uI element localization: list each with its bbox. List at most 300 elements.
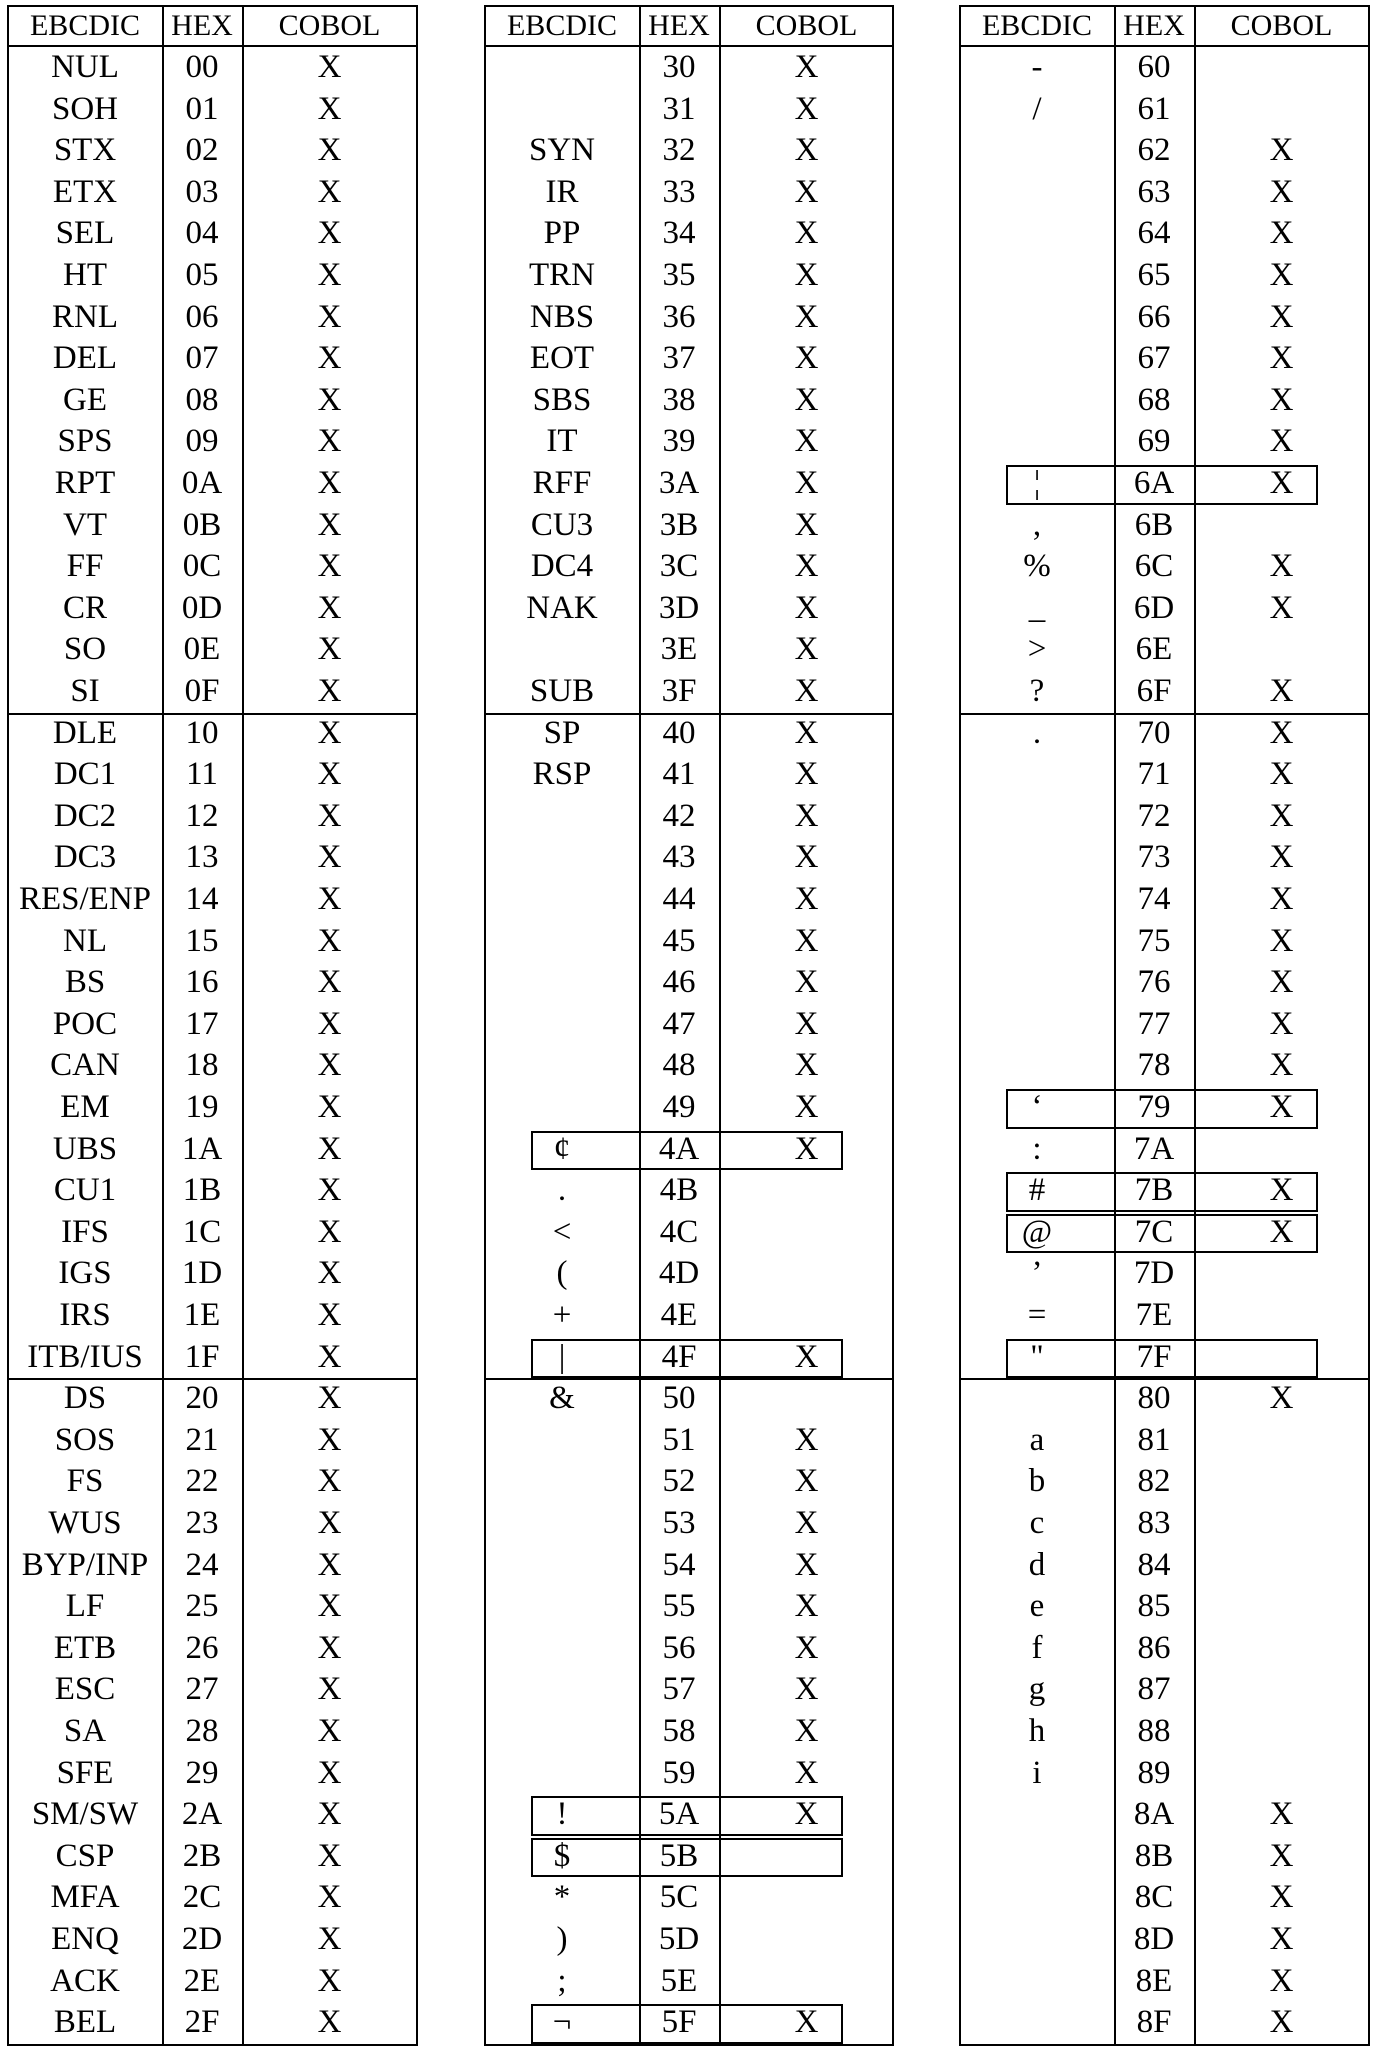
cobol-cell [1195, 1545, 1368, 1587]
ebcdic-cell: | [558, 1338, 566, 1375]
ebcdic-cell [961, 1004, 1113, 1046]
cobol-cell: X [317, 1629, 342, 1666]
hex-cell: 41 [662, 756, 696, 793]
cobol-cell: X [1269, 922, 1294, 959]
table-row [486, 1004, 892, 1046]
table-row [486, 1545, 892, 1587]
ebcdic-cell: - [1031, 49, 1043, 85]
hex-cell: 6B [1134, 506, 1174, 543]
hex-cell: 7C [1134, 1213, 1174, 1250]
ebcdic-cell: EM [60, 1089, 110, 1125]
cobol-cell: X [317, 465, 342, 501]
table-row [961, 1669, 1368, 1711]
ebcdic-cell: ¬ [552, 2004, 572, 2041]
ebcdic-cell: * [553, 1879, 571, 1916]
cobol-header: COBOL [278, 9, 381, 42]
cobol-cell: X [1269, 340, 1294, 377]
table-row [961, 1919, 1368, 1961]
table-row [486, 421, 892, 463]
hex-cell: 53 [662, 1505, 696, 1541]
table-row [486, 89, 892, 131]
table-row [961, 1545, 1368, 1587]
table-row [486, 1919, 892, 1961]
table-row [961, 629, 1368, 671]
cobol-cell: X [1269, 215, 1294, 252]
hex-header: HEX [648, 9, 710, 42]
ebcdic-cell: & [549, 1380, 575, 1417]
ebcdic-cell: ! [556, 1796, 568, 1833]
hex-cell: 47 [662, 1005, 696, 1042]
table-row [9, 546, 416, 588]
ebcdic-cell: ETB [53, 1629, 117, 1666]
hex-cell: 63 [1137, 173, 1171, 210]
cobol-cell: X [317, 1879, 342, 1916]
table-row [9, 629, 416, 671]
hex-cell: 72 [1137, 797, 1171, 834]
table-row [9, 1004, 416, 1046]
table-row [9, 2002, 416, 2044]
ebcdic-cell: ’ [1031, 1255, 1043, 1292]
hex-cell: 16 [185, 964, 219, 1001]
table-row [9, 421, 416, 463]
hex-cell: 1B [182, 1172, 222, 1209]
ebcdic-cell [961, 338, 1113, 380]
table-row [961, 546, 1368, 588]
table-row [961, 1170, 1368, 1212]
cobol-cell [720, 1378, 893, 1420]
hex-cell: 0C [182, 548, 222, 585]
cobol-cell: X [317, 1796, 342, 1833]
cobol-cell [1195, 1753, 1368, 1795]
cobol-cell: X [1269, 173, 1294, 210]
ebcdic-cell: CU1 [53, 1172, 117, 1209]
ebcdic-cell [961, 837, 1113, 879]
hex-cell: 4B [659, 1172, 699, 1209]
cobol-cell: X [794, 1754, 819, 1791]
ebcdic-cell [486, 1628, 638, 1670]
cobol-cell: X [794, 215, 819, 252]
cobol-cell [1195, 1711, 1368, 1753]
table-row [9, 1461, 416, 1503]
ebcdic-cell [961, 1961, 1113, 2003]
hex-cell: 64 [1137, 215, 1171, 252]
cobol-cell: X [317, 1172, 342, 1209]
ebcdic-cell: $ [553, 1837, 571, 1874]
ebcdic-cell [486, 1753, 638, 1795]
cobol-cell: X [317, 173, 342, 210]
hex-cell: 20 [185, 1380, 219, 1417]
ebcdic-cell: STX [53, 132, 117, 169]
ebcdic-cell: FS [66, 1463, 104, 1500]
cobol-cell: X [317, 1463, 342, 1500]
table-row [486, 1378, 892, 1420]
table-row [961, 89, 1368, 131]
ebcdic-cell: DC2 [53, 797, 117, 834]
ebcdic-cell [486, 921, 638, 963]
ebcdic-cell: ( [556, 1255, 568, 1292]
cobol-cell: X [317, 1089, 342, 1125]
table-row [961, 588, 1368, 630]
cobol-cell: X [1269, 548, 1294, 585]
hex-cell: 57 [662, 1671, 696, 1708]
table-row [486, 1212, 892, 1254]
table-row [9, 1919, 416, 1961]
cobol-cell: X [794, 1546, 819, 1583]
hex-cell: 40 [662, 714, 696, 751]
table-row [486, 1669, 892, 1711]
ebcdic-cell: IRS [59, 1297, 111, 1333]
hex-cell: 38 [662, 381, 696, 418]
hex-cell: 2E [183, 1962, 221, 1999]
ebcdic-cell [486, 1503, 638, 1545]
table-row [9, 172, 416, 214]
cobol-cell [720, 1212, 893, 1254]
hex-cell: 01 [185, 90, 219, 127]
table-row [486, 921, 892, 963]
ebcdic-cell [486, 1004, 638, 1046]
ebcdic-cell: DC3 [53, 839, 117, 876]
ebcdic-cell: SYN [528, 132, 596, 169]
hex-cell: 7D [1133, 1255, 1175, 1292]
cobol-cell: X [1269, 1921, 1294, 1957]
cobol-cell [1195, 629, 1368, 671]
ebcdic-cell: : [1032, 1130, 1042, 1167]
table-row [9, 47, 416, 89]
table-row [961, 1503, 1368, 1545]
hex-cell: 46 [662, 964, 696, 1001]
table-row [486, 1503, 892, 1545]
ebcdic-cell: ? [1029, 673, 1045, 709]
cobol-cell: X [1269, 465, 1294, 501]
table-row [486, 213, 892, 255]
cobol-cell [720, 1170, 893, 1212]
hex-cell: 74 [1137, 881, 1171, 917]
cobol-cell: X [794, 1713, 819, 1749]
cobol-cell: X [1269, 132, 1294, 169]
hex-cell: 33 [662, 173, 696, 210]
ebcdic-cell: RSP [532, 756, 592, 793]
hex-cell: 5B [659, 1837, 699, 1874]
table-row [486, 1836, 892, 1878]
ebcdic-cell [486, 962, 638, 1004]
hex-cell: 85 [1137, 1588, 1171, 1625]
table-row [9, 1378, 416, 1420]
table-row [486, 1586, 892, 1628]
cobol-cell: X [1269, 423, 1294, 460]
ebcdic-cell: FF [66, 548, 104, 585]
cobol-cell: X [317, 964, 342, 1001]
hex-cell: 78 [1137, 1047, 1171, 1084]
ebcdic-cell: " [1030, 1338, 1044, 1375]
hex-cell: 59 [662, 1754, 696, 1791]
hex-cell: 6A [1133, 465, 1175, 501]
ebcdic-cell [961, 754, 1113, 796]
cobol-cell: X [1269, 839, 1294, 876]
cobol-cell: X [317, 1671, 342, 1708]
cobol-cell: X [317, 1421, 342, 1458]
table-row [961, 1794, 1368, 1836]
ebcdic-cell [486, 837, 638, 879]
ebcdic-cell: NUL [51, 49, 119, 85]
cobol-cell: X [1269, 881, 1294, 917]
ebcdic-cell: SPS [57, 423, 113, 460]
table-row [961, 1253, 1368, 1295]
hex-cell: 1A [181, 1130, 223, 1167]
hex-cell: 44 [662, 881, 696, 917]
table-row [486, 546, 892, 588]
hex-cell: 4D [658, 1255, 700, 1292]
ebcdic-cell: BYP/INP [21, 1546, 149, 1583]
ebcdic-cell [486, 1045, 638, 1087]
ebcdic-cell: MFA [50, 1879, 120, 1916]
ebcdic-cell [961, 380, 1113, 422]
table-row [486, 463, 892, 505]
cobol-cell: X [794, 922, 819, 959]
cobol-cell: X [317, 1962, 342, 1999]
table-header [961, 7, 1368, 47]
hex-cell: 10 [185, 714, 219, 751]
table-row [486, 713, 892, 755]
ebcdic-cell: ENQ [51, 1921, 119, 1957]
cobol-cell: X [794, 2004, 819, 2041]
hex-cell: 86 [1137, 1629, 1171, 1666]
hex-cell: 0A [181, 465, 223, 501]
hex-cell: 50 [662, 1380, 696, 1417]
cobol-cell: X [317, 1588, 342, 1625]
table-row [961, 921, 1368, 963]
ebcdic-cell: + [552, 1297, 572, 1333]
ebcdic-cell [486, 1711, 638, 1753]
cobol-cell: X [794, 631, 819, 668]
table-row [486, 1420, 892, 1462]
ebcdic-cell: > [1027, 631, 1047, 668]
ebcdic-cell: < [552, 1213, 572, 1250]
cobol-cell [720, 1836, 893, 1878]
hex-cell: 56 [662, 1629, 696, 1666]
cobol-cell: X [1269, 1005, 1294, 1042]
hex-cell: 4E [660, 1297, 698, 1333]
ebcdic-cell: / [1032, 90, 1042, 127]
table-header [486, 7, 892, 47]
group-separator [961, 1378, 1368, 1380]
table-row [961, 505, 1368, 547]
table-row [961, 1961, 1368, 2003]
cobol-cell: X [317, 298, 342, 335]
ebcdic-cell [486, 796, 638, 838]
ebcdic-cell [961, 421, 1113, 463]
table-row [961, 754, 1368, 796]
cobol-cell: X [1269, 381, 1294, 418]
ebcdic-cell: c [1029, 1505, 1045, 1541]
table-row [9, 1794, 416, 1836]
hex-cell: 04 [185, 215, 219, 252]
cobol-cell: X [794, 1047, 819, 1084]
table-row [9, 1253, 416, 1295]
table-row [961, 297, 1368, 339]
ebcdic-cell: CR [62, 589, 108, 626]
cobol-cell [1195, 1503, 1368, 1545]
table-row [9, 879, 416, 921]
cobol-cell [1195, 1337, 1368, 1379]
ebcdic-cell: SM/SW [31, 1796, 139, 1833]
ebcdic-cell: @ [1021, 1213, 1053, 1250]
cobol-cell: X [794, 797, 819, 834]
hex-cell: 67 [1137, 340, 1171, 377]
hex-cell: 0E [183, 631, 221, 668]
ebcdic-cell: ‘ [1031, 1089, 1043, 1125]
cobol-cell [1195, 1628, 1368, 1670]
cobol-cell: X [794, 173, 819, 210]
hex-cell: 18 [185, 1047, 219, 1084]
ebcdic-cell: DLE [52, 714, 118, 751]
hex-cell: 35 [662, 257, 696, 293]
ebcdic-cell [961, 796, 1113, 838]
hex-cell: 23 [185, 1505, 219, 1541]
ebcdic-cell [961, 921, 1113, 963]
table-row [961, 2002, 1368, 2044]
table-row [486, 1461, 892, 1503]
cobol-cell: X [317, 922, 342, 959]
table-row [961, 213, 1368, 255]
ebcdic-cell: ITB/IUS [27, 1338, 143, 1375]
table-row [9, 1628, 416, 1670]
table-row [961, 1628, 1368, 1670]
table-row [961, 713, 1368, 755]
table-row [9, 1545, 416, 1587]
table-row [961, 47, 1368, 89]
ebcdic-cell: h [1028, 1713, 1046, 1749]
ebcdic-cell: . [557, 1172, 567, 1209]
ebcdic-cell: GE [63, 381, 107, 418]
ebcdic-cell [486, 1545, 638, 1587]
cobol-cell: X [317, 1546, 342, 1583]
table-row [9, 1087, 416, 1129]
hex-cell: 19 [185, 1089, 219, 1125]
table-row [961, 1836, 1368, 1878]
cobol-cell [1195, 1295, 1368, 1337]
hex-cell: 6F [1136, 673, 1172, 709]
ebcdic-cell [961, 213, 1113, 255]
cobol-cell: X [794, 964, 819, 1001]
table-row [9, 671, 416, 713]
table-row [9, 1503, 416, 1545]
cobol-cell: X [317, 1213, 342, 1250]
cobol-cell: X [1269, 1796, 1294, 1833]
ebcdic-cell: % [1023, 548, 1051, 585]
ebcdic-cell [961, 172, 1113, 214]
hex-cell: 88 [1137, 1713, 1171, 1749]
ebcdic-cell [486, 1087, 638, 1129]
cobol-cell: X [317, 1297, 342, 1333]
ebcdic-cell: RES/ENP [18, 881, 152, 917]
group-separator [961, 713, 1368, 715]
cobol-cell: X [794, 839, 819, 876]
table-row [486, 130, 892, 172]
hex-cell: 17 [185, 1005, 219, 1042]
ebcdic-cell [486, 89, 638, 131]
table-row [486, 1253, 892, 1295]
hex-cell: 31 [662, 90, 696, 127]
table-row [961, 1212, 1368, 1254]
ebcdic-cell: VT [63, 506, 107, 543]
table-row [961, 796, 1368, 838]
hex-cell: 1C [182, 1213, 222, 1250]
cobol-cell [1195, 1420, 1368, 1462]
hex-cell: 2C [182, 1879, 222, 1916]
table-row [486, 1337, 892, 1379]
hex-cell: 00 [185, 49, 219, 85]
hex-cell: 82 [1137, 1463, 1171, 1500]
table-row [486, 338, 892, 380]
cobol-cell: X [794, 132, 819, 169]
ebcdic-cell: SA [63, 1713, 107, 1749]
cobol-cell: X [794, 465, 819, 501]
table-row [9, 588, 416, 630]
ebcdic-cell: BS [64, 964, 106, 1001]
cobol-header: COBOL [1230, 9, 1333, 42]
cobol-cell: X [794, 548, 819, 585]
cobol-cell: X [317, 673, 342, 709]
hex-cell: 83 [1137, 1505, 1171, 1541]
ebcdic-cell: ¢ [553, 1130, 571, 1167]
table-row [9, 713, 416, 755]
cobol-cell [1195, 1461, 1368, 1503]
cobol-cell: X [317, 215, 342, 252]
cobol-cell: X [1269, 589, 1294, 626]
cobol-cell: X [794, 1505, 819, 1541]
ebcdic-cell: d [1028, 1546, 1046, 1583]
ebcdic-cell: f [1031, 1629, 1043, 1666]
hex-cell: 68 [1137, 381, 1171, 418]
ebcdic-cell: CSP [55, 1837, 115, 1874]
ebcdic-cell: CU3 [530, 506, 594, 543]
hex-cell: 15 [185, 922, 219, 959]
hex-cell: 7B [1134, 1172, 1174, 1209]
hex-cell: 09 [185, 423, 219, 460]
hex-cell: 62 [1137, 132, 1171, 169]
hex-cell: 2A [181, 1796, 223, 1833]
table-row [486, 1045, 892, 1087]
ebcdic-cell: NBS [529, 298, 595, 335]
cobol-cell: X [1269, 1837, 1294, 1874]
table-row [9, 1711, 416, 1753]
hex-cell: 2D [181, 1921, 223, 1957]
table-row [961, 1461, 1368, 1503]
hex-cell: 4C [659, 1213, 699, 1250]
ebcdic-cell: SUB [529, 673, 595, 709]
hex-cell: 45 [662, 922, 696, 959]
hex-cell: 12 [185, 797, 219, 834]
table-row [961, 255, 1368, 297]
table-row [486, 962, 892, 1004]
ebcdic-cell: b [1028, 1463, 1046, 1500]
table-row [486, 2002, 892, 2044]
ebcdic-cell: SO [63, 631, 107, 668]
cobol-cell: X [794, 1005, 819, 1042]
cobol-cell: X [317, 1713, 342, 1749]
ebcdic-cell [486, 1420, 638, 1462]
hex-cell: 3A [658, 465, 700, 501]
hex-cell: 22 [185, 1463, 219, 1500]
group-separator [9, 1378, 416, 1380]
hex-cell: 14 [185, 881, 219, 917]
cobol-cell: X [317, 881, 342, 917]
table-row [961, 1087, 1368, 1129]
cobol-cell: X [317, 1921, 342, 1957]
hex-cell: 73 [1137, 839, 1171, 876]
ebcdic-cell: DS [63, 1380, 107, 1417]
cobol-cell [1195, 1253, 1368, 1295]
